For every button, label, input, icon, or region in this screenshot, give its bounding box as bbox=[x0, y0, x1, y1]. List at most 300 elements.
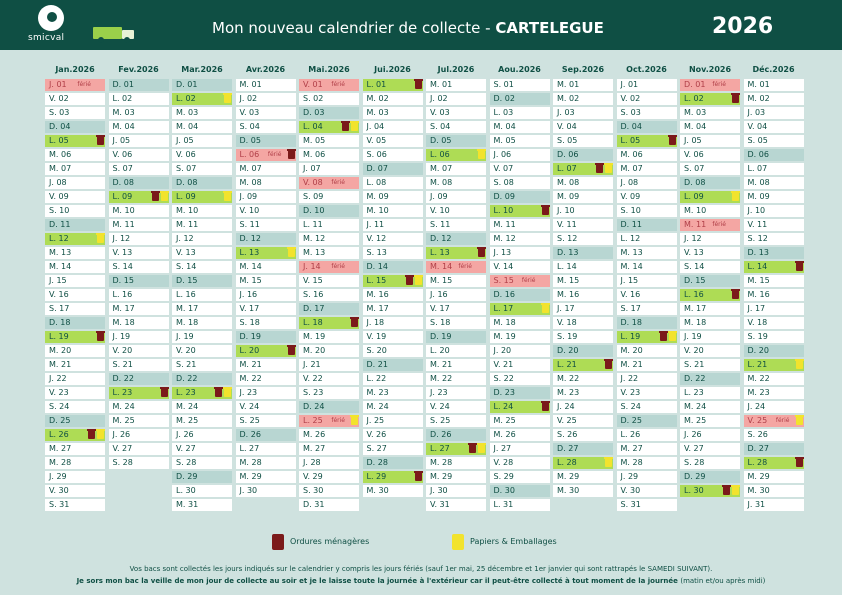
day-cell bbox=[744, 107, 804, 119]
day-cell bbox=[744, 373, 804, 385]
month-label: Aou.2026 bbox=[498, 65, 541, 74]
legend-waste: Ordures ménagères bbox=[272, 531, 369, 553]
day-label: V. 23 bbox=[49, 388, 69, 397]
day-label: V. 05 bbox=[366, 136, 387, 145]
day-cell bbox=[680, 415, 740, 427]
day-cell bbox=[109, 149, 169, 161]
day-cell bbox=[109, 79, 169, 91]
day-label: M. 21 bbox=[620, 360, 643, 369]
day-label: L. 20 bbox=[430, 346, 450, 355]
day-cell bbox=[553, 317, 613, 329]
brown-bin-icon bbox=[342, 122, 349, 131]
day-label: V. 06 bbox=[684, 150, 704, 159]
day-cell bbox=[172, 163, 232, 175]
day-cell bbox=[45, 457, 105, 469]
day-label: M. 13 bbox=[49, 248, 72, 257]
day-label: M. 03 bbox=[684, 108, 707, 117]
day-label: S. 29 bbox=[493, 472, 514, 481]
day-cell bbox=[680, 135, 740, 147]
collection-bins bbox=[603, 458, 612, 468]
day-cell bbox=[490, 205, 550, 217]
day-label: S. 28 bbox=[176, 458, 197, 467]
day-cell bbox=[172, 289, 232, 301]
day-label: M. 19 bbox=[493, 332, 516, 341]
day-label: M. 20 bbox=[620, 346, 643, 355]
day-label: M. 17 bbox=[176, 304, 199, 313]
collection-bins bbox=[213, 388, 231, 398]
brown-bin-icon bbox=[796, 262, 803, 271]
day-label: J. 12 bbox=[176, 234, 194, 243]
day-cell bbox=[172, 331, 232, 343]
day-cell bbox=[617, 219, 677, 231]
day-cell bbox=[617, 163, 677, 175]
day-cell bbox=[299, 79, 359, 91]
day-cell bbox=[299, 149, 359, 161]
day-cell bbox=[680, 149, 740, 161]
day-cell bbox=[172, 471, 232, 483]
day-label: V. 22 bbox=[303, 374, 323, 383]
day-label: D. 28 bbox=[366, 458, 388, 467]
day-cell bbox=[744, 149, 804, 161]
day-cell bbox=[45, 373, 105, 385]
holiday-badge: férié bbox=[77, 81, 91, 88]
month-column bbox=[553, 64, 613, 499]
day-cell bbox=[490, 499, 550, 511]
day-label: M. 14 bbox=[239, 262, 262, 271]
day-label: V. 16 bbox=[620, 290, 641, 299]
day-label: J. 03 bbox=[747, 108, 766, 117]
day-cell bbox=[236, 289, 296, 301]
day-cell bbox=[109, 93, 169, 105]
day-label: S. 17 bbox=[49, 304, 70, 313]
brown-bin-icon bbox=[415, 472, 422, 481]
yellow-bin-icon bbox=[288, 248, 295, 257]
day-label: L. 25 bbox=[303, 416, 323, 425]
day-label: M. 23 bbox=[557, 388, 580, 397]
day-label: M. 02 bbox=[557, 94, 580, 103]
day-label: S. 21 bbox=[684, 360, 705, 369]
day-label: M. 15 bbox=[557, 276, 580, 285]
day-cell bbox=[236, 331, 296, 343]
day-cell bbox=[617, 93, 677, 105]
day-label: V. 18 bbox=[557, 318, 577, 327]
month-column bbox=[236, 64, 296, 499]
day-cell bbox=[109, 429, 169, 441]
day-label: V. 20 bbox=[684, 346, 704, 355]
day-cell bbox=[109, 401, 169, 413]
month-column bbox=[426, 64, 486, 513]
day-label: L. 02 bbox=[176, 94, 196, 103]
day-cell bbox=[426, 79, 486, 91]
day-cell bbox=[490, 177, 550, 189]
day-cell bbox=[553, 359, 613, 371]
day-label: L. 06 bbox=[430, 150, 450, 159]
day-cell bbox=[426, 93, 486, 105]
day-cell bbox=[680, 107, 740, 119]
brown-bin-icon bbox=[152, 192, 159, 201]
day-label: S. 11 bbox=[430, 220, 451, 229]
collection-bins bbox=[404, 276, 422, 286]
day-cell bbox=[45, 275, 105, 287]
collection-bins bbox=[476, 150, 485, 160]
day-label: S. 24 bbox=[49, 402, 70, 411]
day-label: J. 23 bbox=[239, 388, 258, 397]
day-cell bbox=[426, 191, 486, 203]
brown-bin-icon bbox=[272, 534, 284, 550]
day-label: L. 31 bbox=[493, 500, 514, 509]
day-label: M. 21 bbox=[430, 360, 453, 369]
day-cell bbox=[553, 331, 613, 343]
day-cell bbox=[299, 359, 359, 371]
day-label: L. 12 bbox=[620, 234, 641, 243]
collection-bins bbox=[286, 150, 295, 160]
day-label: V. 09 bbox=[620, 192, 641, 201]
yellow-bin-icon bbox=[732, 192, 739, 201]
day-label: M. 19 bbox=[303, 332, 326, 341]
day-cell bbox=[744, 247, 804, 259]
day-label: J. 16 bbox=[239, 290, 258, 299]
day-cell bbox=[172, 107, 232, 119]
day-cell bbox=[236, 191, 296, 203]
day-cell bbox=[236, 303, 296, 315]
day-cell bbox=[299, 499, 359, 511]
day-label: M. 24 bbox=[684, 402, 707, 411]
day-label: V. 21 bbox=[493, 360, 514, 369]
day-label: J. 19 bbox=[684, 332, 702, 341]
day-label: L. 23 bbox=[176, 388, 196, 397]
day-cell bbox=[490, 79, 550, 91]
day-cell bbox=[363, 457, 423, 469]
day-cell bbox=[299, 373, 359, 385]
day-label: V. 09 bbox=[49, 192, 69, 201]
day-label: S. 07 bbox=[684, 164, 705, 173]
day-cell bbox=[172, 191, 232, 203]
day-label: D. 02 bbox=[493, 94, 515, 103]
day-cell bbox=[109, 373, 169, 385]
collection-bins bbox=[95, 234, 104, 244]
day-cell bbox=[236, 107, 296, 119]
day-cell bbox=[172, 135, 232, 147]
day-label: M. 24 bbox=[112, 402, 135, 411]
day-label: S. 19 bbox=[557, 332, 578, 341]
day-label: S. 22 bbox=[493, 374, 514, 383]
day-cell bbox=[553, 247, 613, 259]
day-label: S. 16 bbox=[303, 290, 324, 299]
day-label: M. 07 bbox=[49, 164, 72, 173]
day-cell bbox=[490, 401, 550, 413]
day-cell bbox=[45, 107, 105, 119]
day-label: D. 22 bbox=[176, 374, 198, 383]
day-cell bbox=[45, 345, 105, 357]
day-label: M. 09 bbox=[747, 192, 770, 201]
brown-bin-icon bbox=[469, 444, 476, 453]
day-cell bbox=[744, 121, 804, 133]
day-label: M. 21 bbox=[49, 360, 72, 369]
day-label: D. 25 bbox=[49, 416, 71, 425]
day-label: M. 08 bbox=[557, 178, 580, 187]
day-label: D. 05 bbox=[239, 136, 261, 145]
day-label: J. 10 bbox=[747, 206, 766, 215]
day-cell bbox=[617, 387, 677, 399]
day-cell bbox=[363, 261, 423, 273]
day-label: J. 19 bbox=[176, 332, 194, 341]
day-label: V. 27 bbox=[684, 444, 704, 453]
brown-bin-icon bbox=[660, 332, 667, 341]
day-cell bbox=[363, 289, 423, 301]
day-label: V. 26 bbox=[366, 430, 387, 439]
day-cell bbox=[490, 93, 550, 105]
day-label: D. 30 bbox=[493, 486, 515, 495]
day-label: M. 17 bbox=[366, 304, 389, 313]
collection-bins bbox=[594, 164, 612, 174]
day-cell bbox=[617, 359, 677, 371]
day-cell bbox=[426, 163, 486, 175]
day-label: J. 06 bbox=[493, 150, 512, 159]
day-label: M. 21 bbox=[239, 360, 262, 369]
day-cell bbox=[680, 373, 740, 385]
day-cell bbox=[363, 107, 423, 119]
day-cell bbox=[172, 373, 232, 385]
day-cell bbox=[617, 429, 677, 441]
day-label: M. 28 bbox=[430, 458, 453, 467]
day-label: D. 07 bbox=[366, 164, 388, 173]
note-collection-days: Vos bacs sont collectés les jours indiqués sur le calendrier y compris les jours fériés (sauf 1er mai, 25 décembre et 1er janvier qui sont rattrapés le SAMEDI SUIVANT). bbox=[129, 565, 713, 573]
day-label: M. 24 bbox=[176, 402, 199, 411]
day-cell bbox=[744, 387, 804, 399]
day-cell bbox=[426, 499, 486, 511]
brown-bin-icon bbox=[415, 80, 422, 89]
day-cell bbox=[299, 317, 359, 329]
day-cell bbox=[426, 443, 486, 455]
day-label: J. 07 bbox=[303, 164, 321, 173]
day-label: J. 01 bbox=[620, 80, 639, 89]
holiday-badge: férié bbox=[458, 263, 472, 270]
day-cell bbox=[617, 471, 677, 483]
day-cell bbox=[426, 177, 486, 189]
day-cell bbox=[490, 107, 550, 119]
day-label: M. 25 bbox=[112, 416, 135, 425]
day-label: M. 30 bbox=[366, 486, 389, 495]
day-label: D. 11 bbox=[49, 220, 71, 229]
day-cell bbox=[426, 121, 486, 133]
day-label: D. 20 bbox=[747, 346, 769, 355]
day-label: D. 11 bbox=[620, 220, 642, 229]
day-cell bbox=[426, 303, 486, 315]
yellow-bin-icon bbox=[161, 192, 168, 201]
day-label: L. 09 bbox=[176, 192, 196, 201]
day-cell bbox=[680, 317, 740, 329]
day-cell bbox=[553, 457, 613, 469]
brown-bin-icon bbox=[542, 206, 549, 215]
day-label: S. 19 bbox=[747, 332, 768, 341]
day-cell bbox=[299, 331, 359, 343]
brown-bin-icon bbox=[97, 136, 104, 145]
day-cell bbox=[299, 471, 359, 483]
day-label: D. 15 bbox=[112, 276, 134, 285]
yellow-bin-icon bbox=[351, 122, 358, 131]
day-cell bbox=[490, 485, 550, 497]
day-label: M. 14 bbox=[620, 262, 643, 271]
day-label: L. 23 bbox=[112, 388, 133, 397]
day-cell bbox=[172, 79, 232, 91]
day-label: M. 30 bbox=[747, 486, 770, 495]
day-cell bbox=[426, 247, 486, 259]
day-cell bbox=[363, 401, 423, 413]
day-label: D. 06 bbox=[747, 150, 769, 159]
day-cell bbox=[490, 135, 550, 147]
day-label: D. 16 bbox=[493, 290, 515, 299]
day-label: L. 30 bbox=[684, 486, 704, 495]
day-label: M. 01 bbox=[239, 80, 262, 89]
day-label: S. 10 bbox=[49, 206, 70, 215]
day-cell bbox=[45, 485, 105, 497]
day-cell bbox=[490, 443, 550, 455]
day-label: M. 03 bbox=[366, 108, 389, 117]
day-cell bbox=[426, 457, 486, 469]
day-cell bbox=[299, 233, 359, 245]
day-label: M. 23 bbox=[747, 388, 770, 397]
day-label: L. 18 bbox=[303, 318, 323, 327]
day-cell bbox=[426, 429, 486, 441]
day-cell bbox=[109, 135, 169, 147]
day-cell bbox=[617, 233, 677, 245]
day-label: S. 14 bbox=[176, 262, 197, 271]
day-label: M. 11 bbox=[493, 220, 516, 229]
day-label: J. 11 bbox=[366, 220, 385, 229]
day-cell bbox=[490, 471, 550, 483]
day-label: M. 27 bbox=[49, 444, 72, 453]
day-label: L. 26 bbox=[620, 430, 641, 439]
day-cell bbox=[553, 191, 613, 203]
collection-bins bbox=[658, 332, 676, 342]
day-label: M. 14 bbox=[430, 262, 453, 271]
day-label: S. 26 bbox=[557, 430, 578, 439]
day-cell bbox=[236, 261, 296, 273]
day-label: J. 17 bbox=[747, 304, 766, 313]
day-cell bbox=[680, 247, 740, 259]
collection-bins bbox=[721, 486, 739, 496]
day-label: D. 26 bbox=[239, 430, 261, 439]
yellow-bin-icon bbox=[97, 430, 104, 439]
day-cell bbox=[426, 205, 486, 217]
day-cell bbox=[45, 359, 105, 371]
day-cell bbox=[172, 177, 232, 189]
day-cell bbox=[426, 331, 486, 343]
day-label: J. 09 bbox=[430, 192, 448, 201]
month-label: Déc.2026 bbox=[752, 65, 795, 74]
day-cell bbox=[363, 247, 423, 259]
day-label: D. 04 bbox=[620, 122, 642, 131]
collection-bins bbox=[730, 290, 739, 300]
day-cell bbox=[490, 387, 550, 399]
day-label: S. 30 bbox=[303, 486, 324, 495]
day-cell bbox=[299, 219, 359, 231]
day-label: S. 04 bbox=[430, 122, 451, 131]
day-label: M. 10 bbox=[112, 206, 135, 215]
day-label: D. 21 bbox=[366, 360, 388, 369]
day-cell bbox=[236, 401, 296, 413]
day-cell bbox=[617, 261, 677, 273]
day-cell bbox=[172, 275, 232, 287]
day-cell bbox=[553, 149, 613, 161]
day-cell bbox=[426, 359, 486, 371]
day-cell bbox=[172, 415, 232, 427]
day-cell bbox=[109, 177, 169, 189]
yellow-bin-icon bbox=[605, 458, 612, 467]
day-cell bbox=[553, 261, 613, 273]
day-cell bbox=[553, 345, 613, 357]
day-cell bbox=[680, 79, 740, 91]
day-cell bbox=[680, 359, 740, 371]
brown-bin-icon bbox=[723, 486, 730, 495]
day-cell bbox=[553, 177, 613, 189]
day-cell bbox=[172, 345, 232, 357]
day-label: S. 25 bbox=[239, 416, 260, 425]
day-cell bbox=[363, 387, 423, 399]
day-label: D. 13 bbox=[747, 248, 769, 257]
day-label: S. 03 bbox=[49, 108, 70, 117]
day-cell bbox=[299, 205, 359, 217]
day-cell bbox=[426, 107, 486, 119]
yellow-bin-icon bbox=[796, 360, 803, 369]
brown-bin-icon bbox=[596, 164, 603, 173]
day-cell bbox=[680, 387, 740, 399]
collection-bins bbox=[286, 346, 295, 356]
collection-bins bbox=[540, 206, 549, 216]
day-label: D. 29 bbox=[176, 472, 198, 481]
day-label: M. 26 bbox=[493, 430, 516, 439]
day-cell bbox=[553, 485, 613, 497]
day-label: V. 06 bbox=[112, 150, 133, 159]
month-label: Mai.2026 bbox=[308, 65, 350, 74]
day-label: M. 26 bbox=[303, 430, 326, 439]
day-label: J. 14 bbox=[303, 262, 321, 271]
brown-bin-icon bbox=[732, 290, 739, 299]
day-label: D. 18 bbox=[620, 318, 642, 327]
day-label: D. 04 bbox=[49, 122, 71, 131]
month-label: Jul.2026 bbox=[437, 65, 475, 74]
day-label: M. 11 bbox=[176, 220, 199, 229]
collection-bins bbox=[95, 332, 104, 342]
holiday-badge: férié bbox=[521, 277, 536, 284]
day-cell bbox=[172, 205, 232, 217]
day-cell bbox=[553, 387, 613, 399]
day-cell bbox=[553, 303, 613, 315]
yellow-bin-icon bbox=[351, 416, 358, 425]
day-label: D. 17 bbox=[303, 304, 325, 313]
day-cell bbox=[617, 331, 677, 343]
day-cell bbox=[45, 247, 105, 259]
collection-bins bbox=[476, 248, 485, 258]
day-cell bbox=[553, 93, 613, 105]
day-cell bbox=[744, 261, 804, 273]
calendar-year: 2026 bbox=[712, 14, 774, 39]
day-label: V. 19 bbox=[366, 332, 387, 341]
day-cell bbox=[363, 149, 423, 161]
day-cell bbox=[490, 345, 550, 357]
day-label: M. 28 bbox=[239, 458, 262, 467]
day-cell bbox=[617, 247, 677, 259]
collection-bins bbox=[794, 458, 803, 468]
day-label: J. 01 bbox=[49, 80, 67, 89]
day-cell bbox=[299, 401, 359, 413]
day-cell bbox=[45, 261, 105, 273]
day-cell bbox=[299, 415, 359, 427]
month-label: Nov.2026 bbox=[688, 65, 732, 74]
day-label: M. 28 bbox=[49, 458, 72, 467]
day-cell bbox=[363, 331, 423, 343]
day-label: V. 31 bbox=[430, 500, 450, 509]
